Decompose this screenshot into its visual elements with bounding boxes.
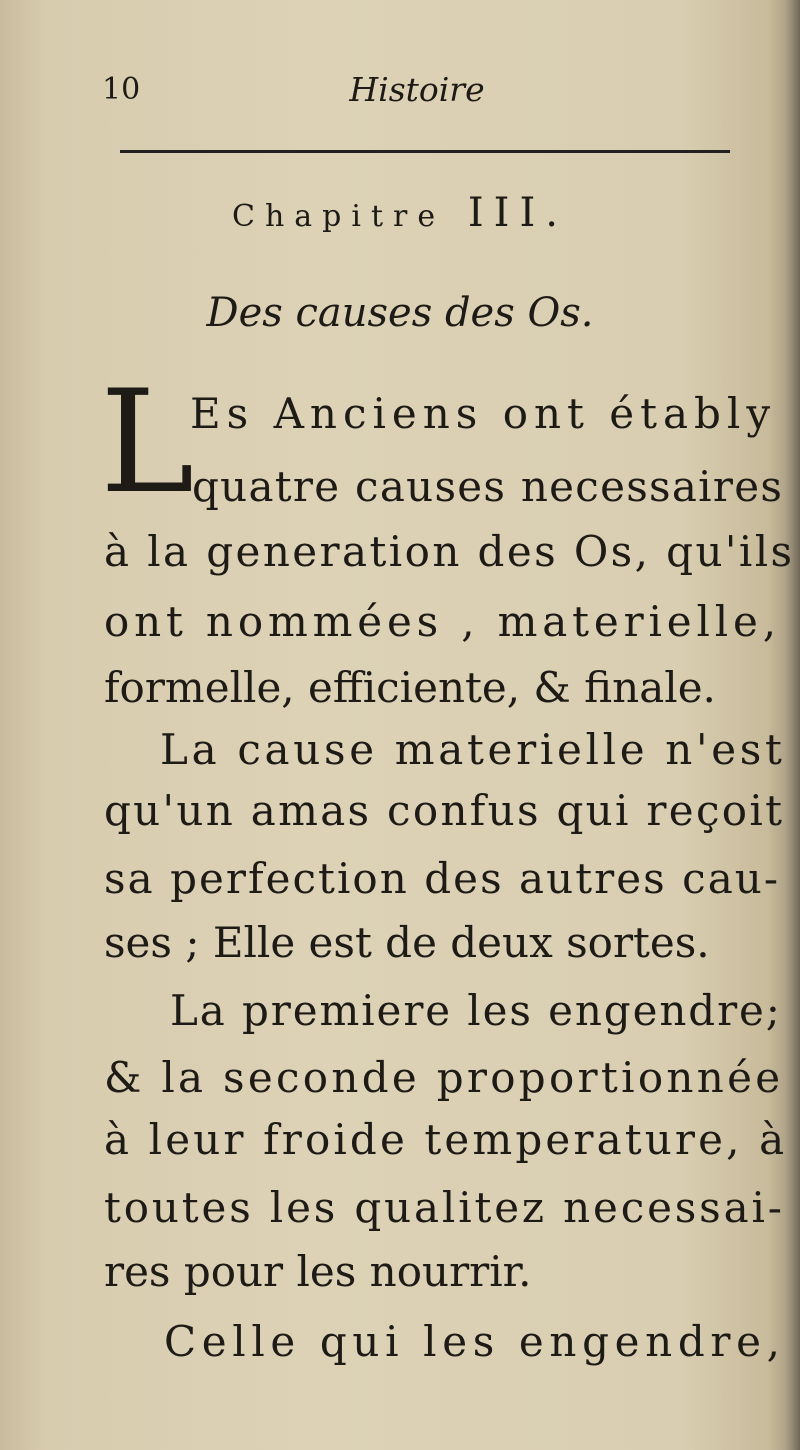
chapter-numeral: III.	[467, 190, 568, 236]
header-rule	[120, 150, 730, 153]
text-line: sa perfection des autres cau-	[104, 854, 781, 903]
drop-capital: L	[100, 360, 195, 525]
text-line: à leur froide temperature, à	[104, 1115, 788, 1164]
chapter-heading	[0, 190, 800, 236]
text-line: à la generation des Os, qu'ils	[104, 527, 795, 576]
text-line: Es Anciens ont étably	[190, 389, 777, 438]
running-title: Histoire	[349, 70, 485, 109]
text-line: quatre causes necessaires	[192, 462, 784, 511]
text-line: La premiere les engendre;	[170, 986, 782, 1035]
text-line: Celle qui les engendre,	[164, 1317, 786, 1366]
page-number: 10	[102, 72, 141, 107]
page-header	[102, 70, 732, 120]
text-line: res pour les nourrir.	[104, 1247, 532, 1296]
text-line: formelle, efficiente, & finale.	[104, 663, 716, 712]
chapter-subtitle: Des causes des Os.	[206, 290, 594, 336]
text-line: ses ; Elle est de deux sortes.	[104, 918, 710, 967]
text-line: toutes les qualitez necessai-	[104, 1183, 785, 1232]
text-line: ont nommées , materielle,	[104, 597, 781, 646]
text-line: qu'un amas confus qui reçoit	[104, 786, 785, 835]
text-line: La cause materielle n'est	[160, 725, 786, 774]
chapter-word: Chapitre	[232, 199, 446, 234]
text-line: & la seconde proportionnée	[104, 1053, 784, 1102]
